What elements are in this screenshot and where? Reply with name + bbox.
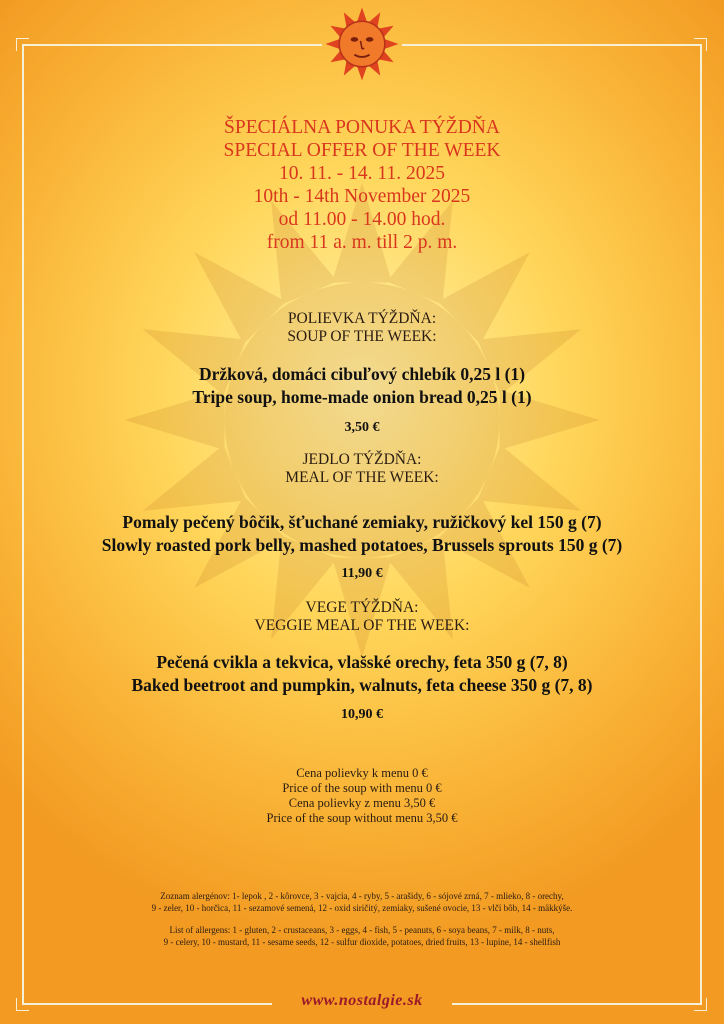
veggie-dish [0, 651, 724, 697]
frame-corner [16, 38, 29, 51]
soup-with-menu-en: Price of the soup with menu 0 € [282, 781, 442, 795]
soup-with-menu-sk: Cena polievky k menu 0 € [296, 766, 428, 780]
website-link[interactable]: www.nostalgie.sk [301, 992, 423, 1009]
soup-dish-sk: Držková, domáci cibuľový chlebík 0,25 l (1) [198, 364, 526, 384]
soup-price-row [0, 420, 724, 436]
meal-price-row [0, 566, 724, 582]
header-title-sk: ŠPECIÁLNA PONUKA TÝŽDŇA [224, 117, 500, 138]
header-hours-en: from 11 a. m. till 2 p. m. [266, 232, 458, 253]
soup-dish-en: Tripe soup, home-made onion bread 0,25 l (1) [192, 387, 532, 407]
meal-dish [0, 511, 724, 557]
veggie-dish-en: Baked beetroot and pumpkin, walnuts, feta cheese 350 g (7, 8) [131, 675, 593, 695]
soup-section [0, 310, 724, 346]
header-hours-sk: od 11.00 - 14.00 hod. [278, 209, 446, 230]
veggie-dish-sk: Pečená cvikla a tekvica, vlašské orechy, feta 350 g (7, 8) [156, 652, 568, 672]
soup-without-menu-en: Price of the soup without menu 3,50 € [266, 811, 458, 825]
meal-label-sk: JEDLO TÝŽDŇA: [302, 451, 422, 468]
veggie-price: 10,90 € [341, 707, 383, 722]
sun-logo [322, 6, 402, 82]
soup-dish [0, 363, 724, 409]
allergens-en-line1: List of allergens: 1 - gluten, 2 - crustaceans, 3 - eggs, 4 - fish, 5 - peanuts, 6 - soya beans, 7 - milk, 8 - nuts, [169, 925, 555, 935]
allergens-en-line2: 9 - celery, 10 - mustard, 11 - sesame seeds, 12 - sulfur dioxide, potatoes, dried fruits, 13 - lupine, 14 - shellfish [163, 936, 561, 947]
header-title-en: SPECIAL OFFER OF THE WEEK [223, 140, 501, 161]
meal-label-en: MEAL OF THE WEEK: [285, 469, 439, 486]
allergens-sk-line2: 9 - zeler, 10 - horčica, 11 - sezamové semená, 12 - oxid siričitý, zemiaky, sušené ovocie, 13 - vlčí bôb, 14 - mäkkýše. [151, 902, 573, 913]
meal-price: 11,90 € [341, 566, 383, 581]
header-date-en: 10th - 14th November 2025 [253, 186, 471, 207]
soup-price: 3,50 € [344, 420, 380, 435]
frame-top-right [402, 44, 702, 46]
soup-without-menu-sk: Cena polievky z menu 3,50 € [288, 796, 436, 810]
veggie-label-sk: VEGE TÝŽDŇA: [305, 599, 419, 616]
offer-header [0, 116, 724, 254]
footer [0, 992, 724, 1010]
allergens-en [0, 925, 724, 948]
meal-dish-en: Slowly roasted pork belly, mashed potatoes, Brussels sprouts 150 g (7) [101, 535, 623, 555]
header-date-sk: 10. 11. - 14. 11. 2025 [279, 163, 445, 184]
soup-label-sk: POLIEVKA TÝŽDŇA: [287, 310, 437, 327]
meal-dish-sk: Pomaly pečený bôčik, šťuchané zemiaky, ružičkový kel 150 g (7) [122, 512, 602, 532]
allergens-sk [0, 891, 724, 914]
meal-section [0, 451, 724, 487]
frame-top-left [22, 44, 322, 46]
allergens-sk-line1: Zoznam alergénov: 1- lepok , 2 - kôrovce, 3 - vajcia, 4 - ryby, 5 - arašidy, 6 - sójové zrná, 7 - mlieko, 8 - orechy, [160, 891, 564, 901]
veggie-section [0, 599, 724, 635]
veggie-label-en: VEGGIE MEAL OF THE WEEK: [254, 617, 470, 634]
soup-label-en: SOUP OF THE WEEK: [287, 328, 437, 345]
veggie-price-row [0, 707, 724, 723]
soup-pricing [0, 766, 724, 826]
frame-corner [694, 38, 707, 51]
